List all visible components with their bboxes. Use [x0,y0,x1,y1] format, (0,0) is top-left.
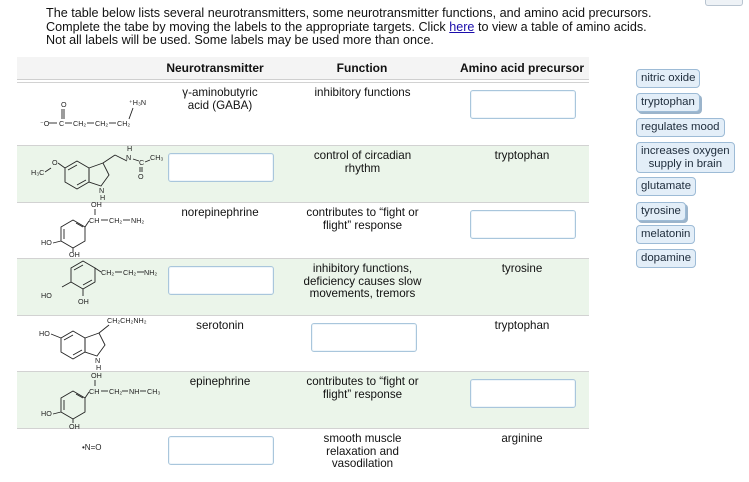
cell-precursor: tryptophan [494,149,550,162]
instructions-line-1: The table below lists several neurotransmitters, some neurotransmitter functions, and amino acid precursors. [46,6,652,20]
cell-precursor: tyrosine [501,262,543,275]
top-tab[interactable] [705,0,743,6]
label-regulates-mood[interactable] [636,118,725,137]
melatonin-nh: H [100,193,106,202]
drop-target-precursor[interactable] [470,379,576,408]
norepinephrine-nh2: NH₂ [131,216,145,225]
cell-neurotransmitter: epinephrine [189,375,251,388]
label-text: tryptophan [641,96,695,108]
cell-function: contributes to “fight or flight” response [306,375,419,401]
melatonin-structure [31,144,163,202]
cell-precursor: arginine [501,432,543,445]
dopamine-ch2-1: CH₂ [101,268,115,277]
cell-neurotransmitter: γ-aminobutyric acid (GABA) [182,86,258,112]
drop-target-neurotransmitter[interactable] [168,153,274,182]
gaba-ch2-3: CH₂ [117,119,131,128]
melatonin-carbonyl-o: O [138,172,144,181]
cell-neurotransmitter: serotonin [196,319,244,332]
dopamine-nh2: NH₂ [144,268,158,277]
epinephrine-ch2: CH₂ [109,387,123,396]
cell-function: control of circadian rhythm [313,149,412,175]
epinephrine-oh-ring: OH [69,422,80,431]
dopamine-oh: OH [78,297,89,306]
instructions-line-2-end: to view a table of amino acids. [474,19,647,34]
instructions-line-2-start: Complete the tabe by moving the labels to the appropriate targets. Click [46,19,450,34]
epinephrine-ch: CH [89,387,100,396]
nitric-oxide-structure [82,443,101,452]
serotonin-ho: HO [39,329,50,338]
chemical-structures [17,0,177,482]
label-text: supply in brain [648,157,723,170]
header-neurotransmitter: Neurotransmitter [166,61,264,75]
melatonin-h3c: H₃C [31,168,45,177]
drop-target-precursor[interactable] [470,90,576,119]
cell-function: contributes to “fight or flight” response [306,206,419,232]
gaba-h3n: ⁺H₃N [129,98,147,107]
label-tyrosine[interactable] [636,202,686,221]
serotonin-h: H [96,363,102,372]
melatonin-amide-n: N [126,153,132,162]
gaba-structure [40,98,146,128]
label-text: regulates mood [641,121,720,133]
norepinephrine-ho: HO [41,238,52,247]
melatonin-ch3: CH₃ [150,153,164,162]
dopamine-ch2-2: CH₂ [123,268,137,277]
serotonin-structure [39,316,147,372]
header-amino-acid-precursor: Amino acid precursor [459,61,585,75]
norepinephrine-structure [41,200,144,259]
gaba-ch2-1: CH₂ [73,119,87,128]
epinephrine-nh: NH [129,387,140,396]
norepinephrine-ch2: CH₂ [109,216,123,225]
instructions-line-3: Not all labels will be used. Some labels may be used more than once. [46,33,434,48]
cell-precursor: tryptophan [494,319,550,332]
label-nitric-oxide[interactable] [636,69,700,88]
cell-function: inhibitory functions, deficiency causes slow movements, tremors [303,262,422,300]
label-glutamate[interactable] [636,177,696,196]
melatonin-n: N [99,186,105,195]
dopamine-ho: HO [41,291,52,300]
cell-function: inhibitory functions [314,86,411,99]
label-increases-oxygen-supply-in-brain[interactable] [636,142,735,173]
melatonin-h: H [127,144,133,153]
dopamine-structure [41,261,157,306]
cell-function: smooth muscle relaxation and vasodilation [323,432,402,470]
label-text: tyrosine [641,205,681,217]
epinephrine-structure [41,371,160,431]
norepinephrine-oh: OH [91,200,102,209]
label-tryptophan[interactable] [636,93,700,112]
label-text: increases oxygen [641,145,730,157]
epinephrine-ch3: CH₃ [147,387,161,396]
label-text: glutamate [641,180,692,192]
serotonin-n: N [95,356,101,365]
epinephrine-oh: OH [91,371,102,380]
serotonin-side-chain: CH₂CH₂NH₂ [107,316,147,325]
gaba-ch2-2: CH₂ [95,119,109,128]
label-dopamine[interactable] [636,249,696,268]
melatonin-c: C [139,158,145,167]
gaba-o-minus: ⁻O [40,119,50,128]
label-text: melatonin [641,228,691,240]
label-text: dopamine [641,252,692,264]
norepinephrine-oh-ring: OH [69,250,80,259]
drop-target-neurotransmitter[interactable] [168,436,274,465]
drop-target-function[interactable] [311,323,417,352]
label-melatonin[interactable] [636,225,695,244]
epinephrine-ho: HO [41,409,52,418]
melatonin-o: O [52,158,58,167]
cell-neurotransmitter: norepinephrine [181,206,259,219]
gaba-c: C [59,119,65,128]
label-text: nitric oxide [641,72,696,84]
gaba-o: O [61,100,67,109]
norepinephrine-ch: CH [89,216,100,225]
drop-target-precursor[interactable] [470,210,576,239]
drop-target-neurotransmitter[interactable] [168,266,274,295]
header-function: Function [336,61,388,75]
amino-acid-table-link[interactable]: here [449,19,475,34]
nitric-oxide-formula: •N=O [82,443,102,452]
